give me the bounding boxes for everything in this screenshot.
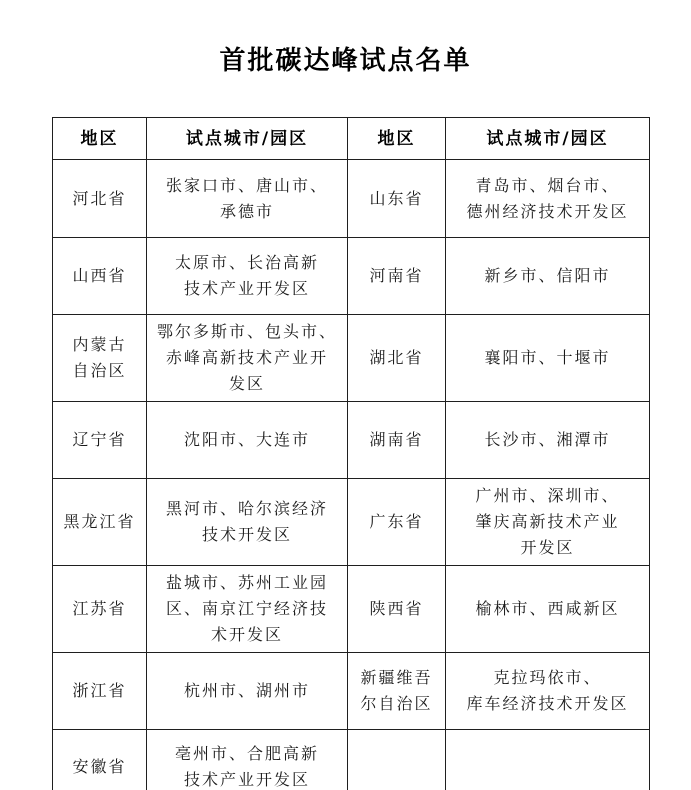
table-header: [53, 118, 650, 160]
header-row: [53, 118, 650, 160]
table-row: [53, 238, 650, 315]
cell-cities-empty: [446, 730, 650, 790]
cell-cities: 沈阳市、大连市: [147, 402, 348, 479]
table-row: [53, 402, 650, 479]
cell-cities: 长沙市、湘潭市: [446, 402, 650, 479]
table-row: [53, 315, 650, 402]
cell-region: 山东省: [348, 160, 446, 238]
page-title: 首批碳达峰试点名单: [219, 46, 472, 76]
cell-cities: 广州市、深圳市、 肇庆高新技术产业 开发区: [446, 479, 650, 566]
cell-region: 河北省: [53, 160, 147, 238]
cell-cities: 襄阳市、十堰市: [446, 315, 650, 402]
cell-cities: 榆林市、西咸新区: [446, 566, 650, 653]
header-cities-right: 试点城市/园区: [446, 118, 650, 160]
cell-cities: 鄂尔多斯市、包头市、 赤峰高新技术产业开 发区: [147, 315, 348, 402]
cell-region: 河南省: [348, 238, 446, 315]
cell-region: 安徽省: [53, 730, 147, 790]
cell-cities: 亳州市、合肥高新 技术产业开发区: [147, 730, 348, 790]
cell-cities: 新乡市、信阳市: [446, 238, 650, 315]
table-row: [53, 479, 650, 566]
cell-region: 辽宁省: [53, 402, 147, 479]
table-row: [53, 566, 650, 653]
cell-region: 湖南省: [348, 402, 446, 479]
cell-cities: 盐城市、苏州工业园 区、南京江宁经济技 术开发区: [147, 566, 348, 653]
cell-region: 湖北省: [348, 315, 446, 402]
table-row: [53, 730, 650, 790]
cell-cities: 黑河市、哈尔滨经济 技术开发区: [147, 479, 348, 566]
cell-region: 内蒙古 自治区: [53, 315, 147, 402]
header-cities-left: 试点城市/园区: [147, 118, 348, 160]
cell-region: 广东省: [348, 479, 446, 566]
cell-region: 黑龙江省: [53, 479, 147, 566]
carbon-peak-pilot-table: [52, 117, 650, 790]
table-body: [53, 160, 650, 790]
cell-cities: 太原市、长治高新 技术产业开发区: [147, 238, 348, 315]
cell-region: 江苏省: [53, 566, 147, 653]
cell-region-empty: [348, 730, 446, 790]
table-row: [53, 653, 650, 730]
cell-region: 浙江省: [53, 653, 147, 730]
header-region-right: 地区: [348, 118, 446, 160]
cell-region: 陕西省: [348, 566, 446, 653]
cell-cities: 张家口市、唐山市、 承德市: [147, 160, 348, 238]
table-row: [53, 160, 650, 238]
cell-region: 山西省: [53, 238, 147, 315]
cell-cities: 青岛市、烟台市、 德州经济技术开发区: [446, 160, 650, 238]
cell-region: 新疆维吾 尔自治区: [348, 653, 446, 730]
cell-cities: 克拉玛依市、 库车经济技术开发区: [446, 653, 650, 730]
header-region-left: 地区: [53, 118, 147, 160]
cell-cities: 杭州市、湖州市: [147, 653, 348, 730]
